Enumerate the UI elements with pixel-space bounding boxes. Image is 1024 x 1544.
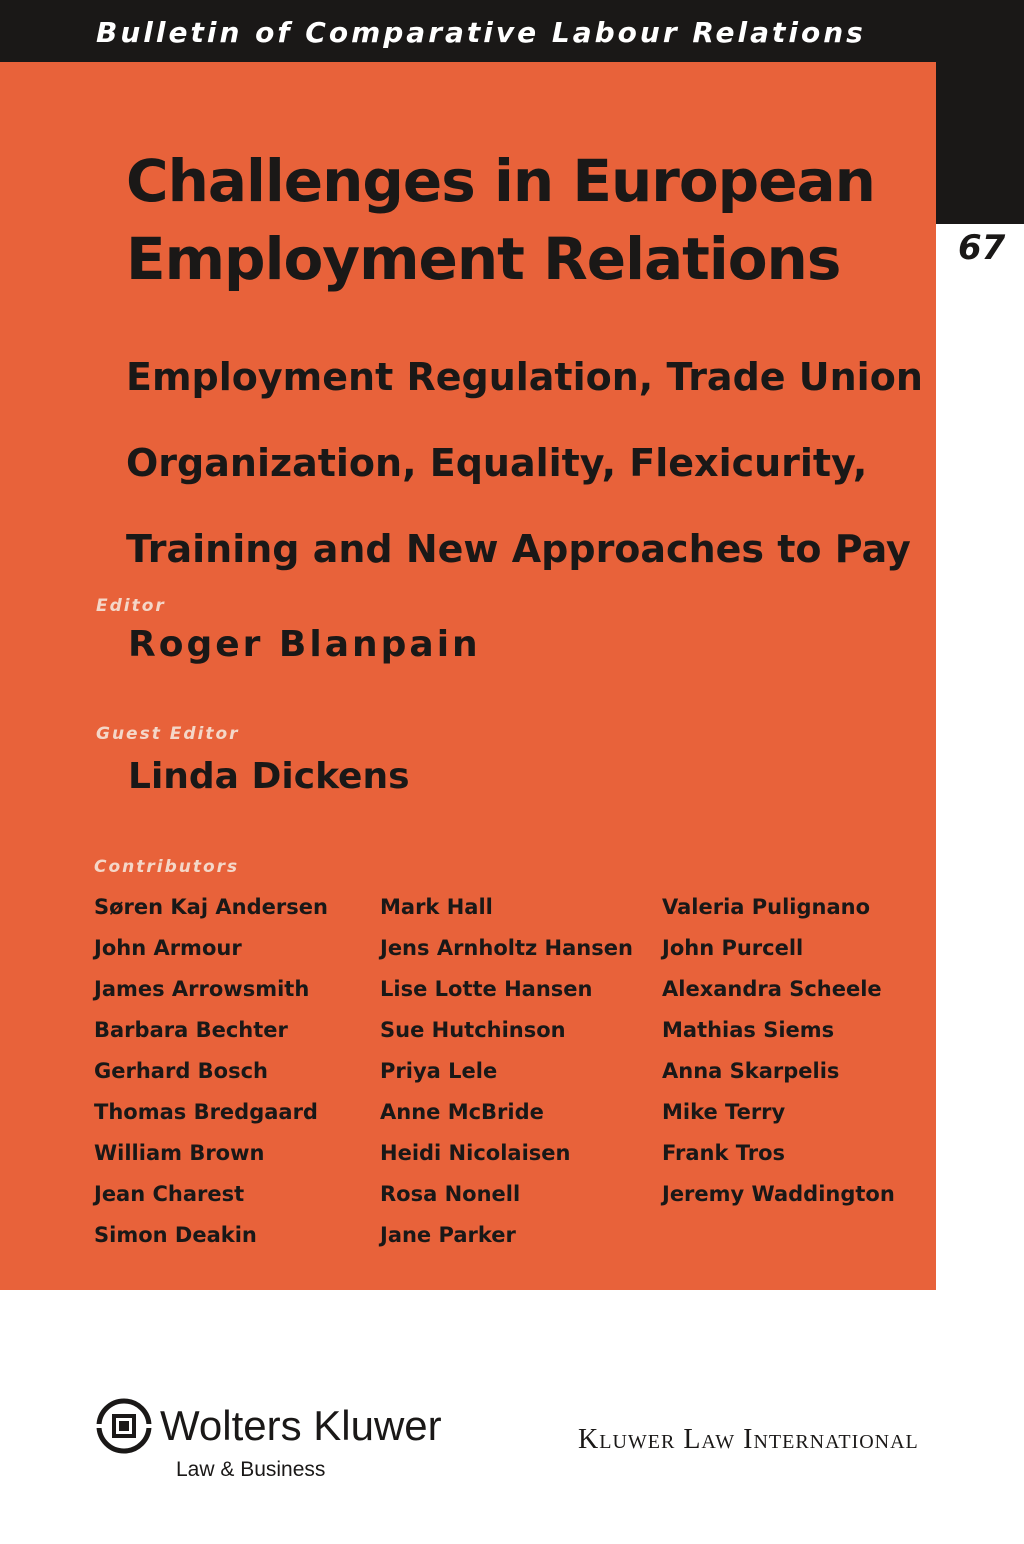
contributor-name: William Brown: [94, 1141, 265, 1165]
contributor-name: Sue Hutchinson: [380, 1018, 566, 1042]
contributor-name: James Arrowsmith: [94, 977, 310, 1001]
contributor-name: Anna Skarpelis: [662, 1059, 840, 1083]
contributor-name: Gerhard Bosch: [94, 1059, 268, 1083]
contributor-name: Barbara Bechter: [94, 1018, 288, 1042]
volume-block: [936, 0, 1024, 224]
volume-number: 67: [958, 228, 1006, 268]
book-subtitle-line: Employment Regulation, Trade Union: [126, 355, 923, 399]
editor-name: Roger Blanpain: [128, 624, 481, 665]
contributors-column: [662, 892, 895, 1220]
contributor-name: John Purcell: [662, 936, 804, 960]
series-title: Bulletin of Comparative Labour Relations: [96, 16, 866, 49]
contributor-name: Mike Terry: [662, 1100, 786, 1124]
book-subtitle-line: Organization, Equality, Flexicurity,: [126, 441, 868, 485]
contributor-name: John Armour: [94, 936, 242, 960]
contributor-name: Alexandra Scheele: [662, 977, 882, 1001]
contributor-name: Priya Lele: [380, 1059, 498, 1083]
contributor-name: Simon Deakin: [94, 1223, 257, 1247]
contributor-name: Søren Kaj Andersen: [94, 895, 328, 919]
contributor-name: Rosa Nonell: [380, 1182, 521, 1206]
editor-label: Editor: [96, 596, 166, 616]
imprint-name: Kluwer Law International: [578, 1424, 919, 1455]
contributors-column: [94, 892, 328, 1261]
book-title: [126, 142, 875, 298]
contributor-name: Heidi Nicolaisen: [380, 1141, 571, 1165]
contributor-name: Mark Hall: [380, 895, 493, 919]
contributors-column: [380, 892, 633, 1261]
contributor-name: Jean Charest: [94, 1182, 245, 1206]
book-subtitle-line: Training and New Approaches to Pay: [126, 527, 911, 571]
contributor-name: Lise Lotte Hansen: [380, 977, 593, 1001]
book-title-line: Employment Relations: [126, 225, 841, 293]
guest-editor-label: Guest Editor: [96, 724, 240, 744]
contributor-name: Frank Tros: [662, 1141, 786, 1165]
contributor-name: Jane Parker: [380, 1223, 516, 1247]
publisher-division: Law & Business: [176, 1458, 326, 1481]
contributor-name: Valeria Pulignano: [662, 895, 871, 919]
book-subtitle: [126, 334, 923, 592]
contributor-name: Jeremy Waddington: [662, 1182, 895, 1206]
wolters-kluwer-logo-icon: [96, 1398, 152, 1454]
contributor-name: Jens Arnholtz Hansen: [380, 936, 633, 960]
contributor-name: Anne McBride: [380, 1100, 544, 1124]
contributors-label: Contributors: [94, 857, 240, 877]
guest-editor-name: Linda Dickens: [128, 756, 410, 797]
book-title-line: Challenges in European: [126, 147, 875, 215]
publisher-name: Wolters Kluwer: [160, 1402, 442, 1449]
contributor-name: Mathias Siems: [662, 1018, 835, 1042]
contributor-name: Thomas Bredgaard: [94, 1100, 318, 1124]
